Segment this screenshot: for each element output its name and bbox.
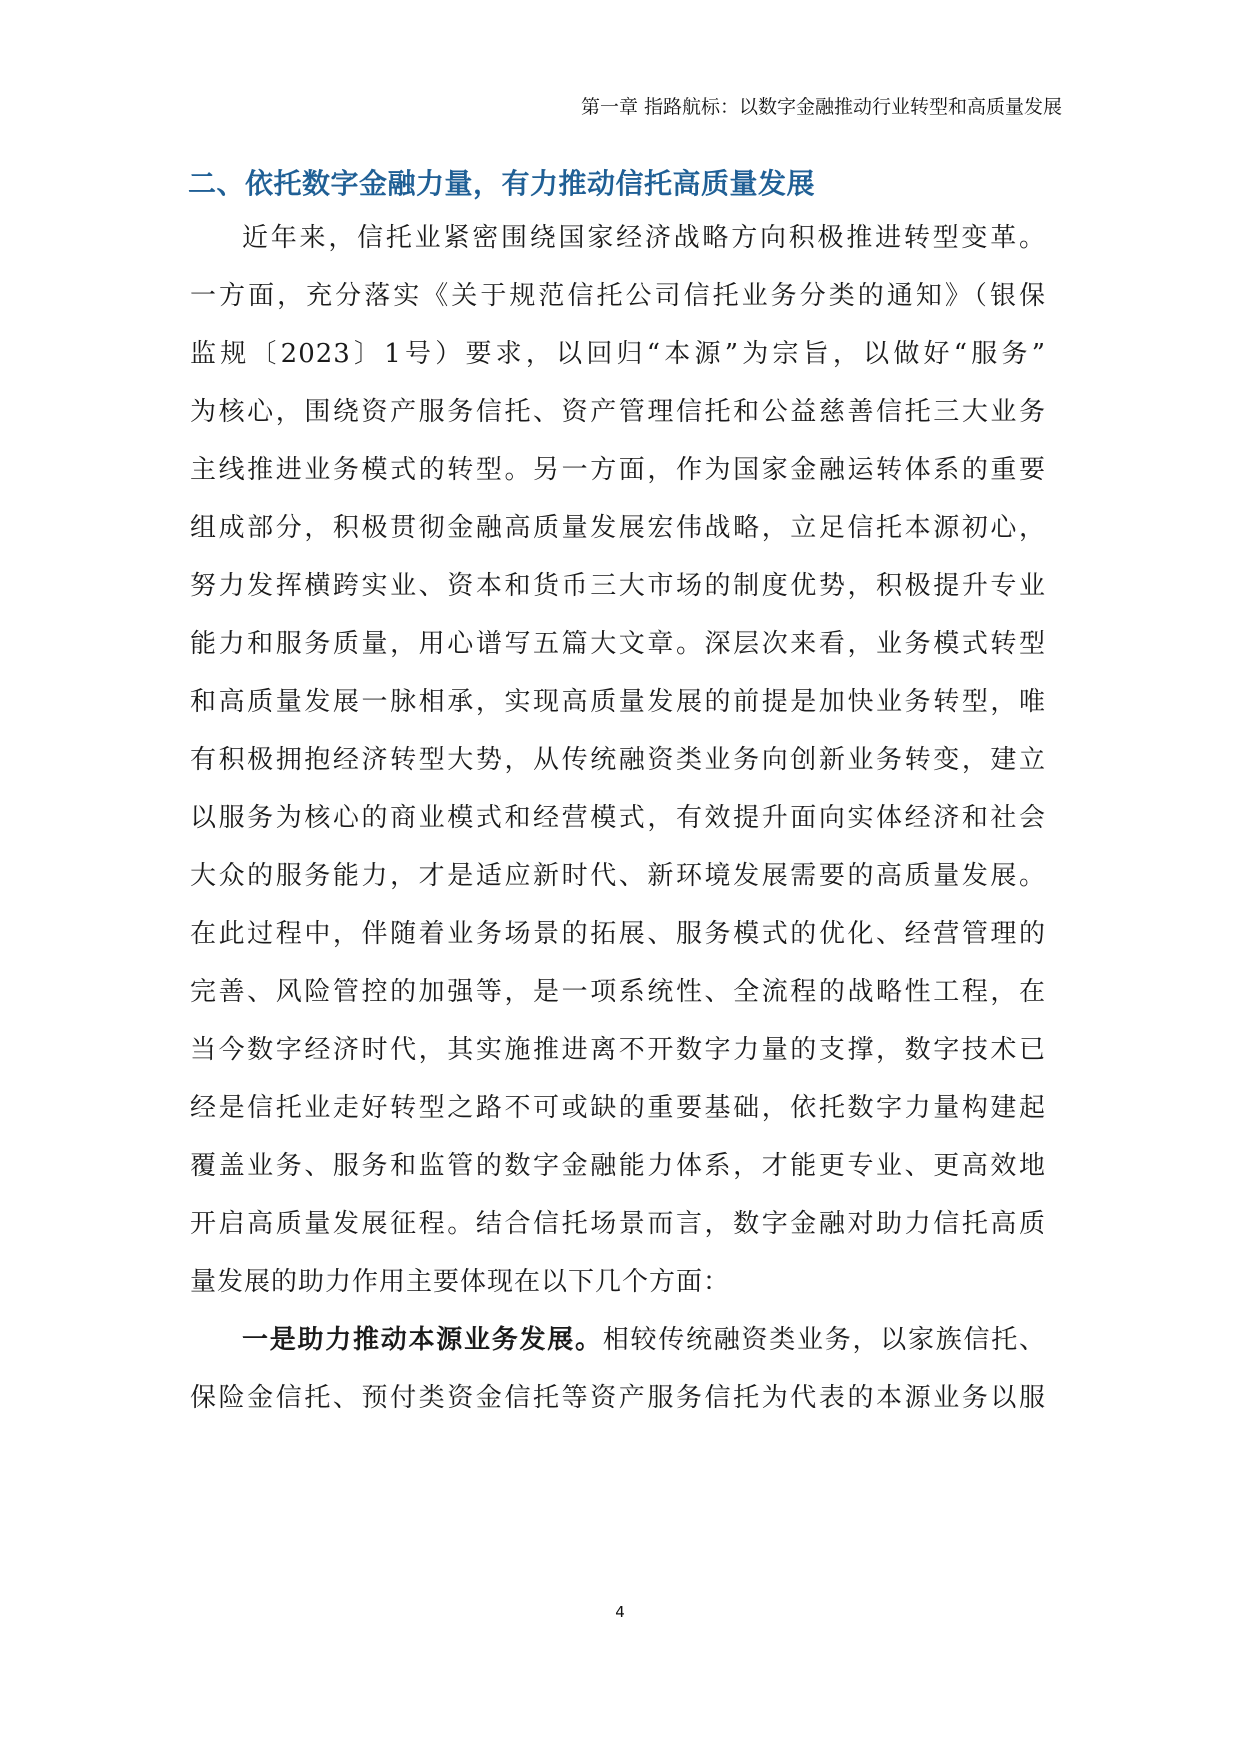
paragraph-line: 在此过程中，伴随着业务场景的拓展、服务模式的优化、经营管理的 bbox=[190, 919, 1046, 949]
lead-text: 相较传统融资类业务，以家族信托、 bbox=[602, 1325, 1046, 1355]
paragraph-line: 保险金信托、预付类资金信托等资产服务信托为代表的本源业务以服 bbox=[190, 1383, 1046, 1413]
paragraph-line: 完善、风险管控的加强等，是一项系统性、全流程的战略性工程，在 bbox=[190, 977, 1046, 1007]
paragraph-line: 监规〔2023〕1号）要求，以回归“本源”为宗旨，以做好“服务” bbox=[190, 339, 1046, 369]
paragraph-line: 一方面，充分落实《关于规范信托公司信托业务分类的通知》（银保 bbox=[190, 281, 1046, 311]
paragraph-line: 近年来，信托业紧密围绕国家经济战略方向积极推进转型变革。 bbox=[242, 223, 1046, 253]
paragraph-line: 为核心，围绕资产服务信托、资产管理信托和公益慈善信托三大业务 bbox=[190, 397, 1046, 427]
paragraph-line: 量发展的助力作用主要体现在以下几个方面： bbox=[190, 1267, 731, 1297]
paragraph-line: 大众的服务能力，才是适应新时代、新环境发展需要的高质量发展。 bbox=[190, 861, 1046, 891]
paragraph-line: 能力和服务质量，用心谱写五篇大文章。深层次来看，业务模式转型 bbox=[190, 629, 1046, 659]
paragraph-line: 当今数字经济时代，其实施推进离不开数字力量的支撑，数字技术已 bbox=[190, 1035, 1046, 1065]
paragraph-line: 主线推进业务模式的转型。另一方面，作为国家金融运转体系的重要 bbox=[190, 455, 1046, 485]
paragraph-line: 努力发挥横跨实业、资本和货币三大市场的制度优势，积极提升专业 bbox=[190, 571, 1046, 601]
paragraph-lead-line bbox=[242, 1320, 1046, 1360]
section-title: 二、依托数字金融力量，有力推动信托高质量发展 bbox=[188, 167, 816, 200]
paragraph-line: 以服务为核心的商业模式和经营模式，有效提升面向实体经济和社会 bbox=[190, 803, 1046, 833]
running-header: 第一章 指路航标：以数字金融推动行业转型和高质量发展 bbox=[580, 96, 1062, 118]
paragraph-line: 覆盖业务、服务和监管的数字金融能力体系，才能更专业、更高效地 bbox=[190, 1151, 1046, 1181]
page-number: 4 bbox=[615, 1603, 625, 1621]
paragraph-line: 有积极拥抱经济转型大势，从传统融资类业务向创新业务转变，建立 bbox=[190, 745, 1046, 775]
lead-heading: 一是助力推动本源业务发展。 bbox=[242, 1325, 603, 1355]
paragraph-line: 组成部分，积极贯彻金融高质量发展宏伟战略，立足信托本源初心， bbox=[190, 513, 1046, 543]
paragraph-line: 经是信托业走好转型之路不可或缺的重要基础，依托数字力量构建起 bbox=[190, 1093, 1046, 1123]
paragraph-line: 开启高质量发展征程。结合信托场景而言，数字金融对助力信托高质 bbox=[190, 1209, 1046, 1239]
paragraph-line: 和高质量发展一脉相承，实现高质量发展的前提是加快业务转型，唯 bbox=[190, 687, 1046, 717]
